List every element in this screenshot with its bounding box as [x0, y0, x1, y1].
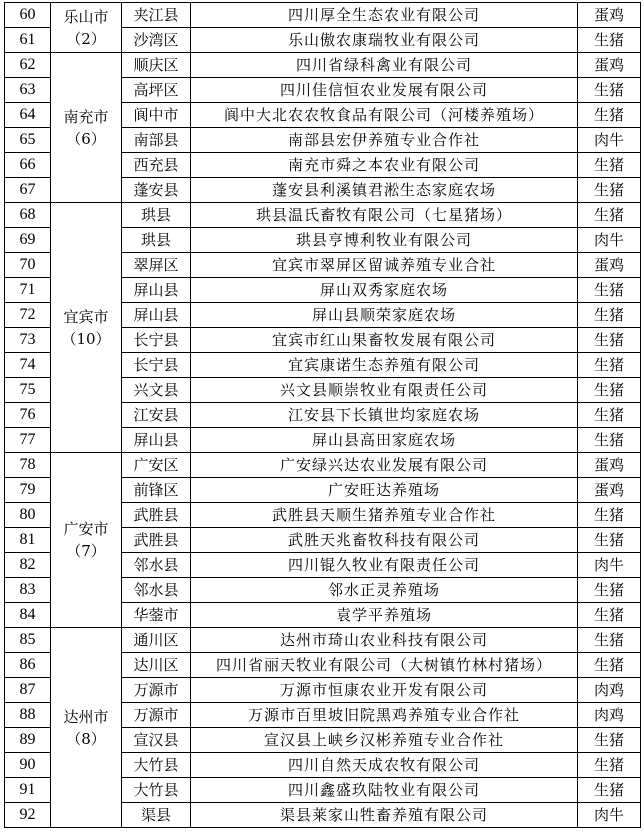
row-number-cell: 60: [5, 3, 51, 28]
district-cell: 珙县: [122, 228, 191, 253]
company-cell: 四川鑫盛玖陆牧业有限公司: [191, 778, 578, 803]
company-cell: 四川佳信恒农业发展有限公司: [191, 78, 578, 103]
company-cell: 广安旺达养殖场: [191, 478, 578, 503]
row-number-cell: 87: [5, 678, 51, 703]
row-number-cell: 67: [5, 178, 51, 203]
district-cell: 西充县: [122, 153, 191, 178]
product-cell: 生猪: [578, 728, 641, 753]
company-cell: 渠县莱家山牲畜养殖有限公司: [191, 803, 578, 828]
row-number-cell: 89: [5, 728, 51, 753]
city-count: （10）: [61, 329, 111, 348]
row-number-cell: 62: [5, 53, 51, 78]
district-cell: 沙湾区: [122, 28, 191, 53]
company-cell: 广安绿兴达农业发展有限公司: [191, 453, 578, 478]
company-cell: 四川自然天成农牧有限公司: [191, 753, 578, 778]
city-cell: [51, 3, 122, 53]
company-cell: 南充市舜之本农业有限公司: [191, 153, 578, 178]
product-cell: 肉牛: [578, 228, 641, 253]
district-cell: 武胜县: [122, 528, 191, 553]
company-cell: 兴文县顺崇牧业有限责任公司: [191, 378, 578, 403]
city-count: （7）: [66, 542, 106, 560]
district-cell: 屏山县: [122, 303, 191, 328]
product-cell: 生猪: [578, 653, 641, 678]
district-cell: 江安县: [122, 403, 191, 428]
product-cell: 蛋鸡: [578, 53, 641, 78]
product-cell: 肉牛: [578, 803, 641, 828]
product-cell: 肉鸡: [578, 703, 641, 728]
district-cell: 高坪区: [122, 78, 191, 103]
district-cell: 大竹县: [122, 753, 191, 778]
company-cell: 江安县下长镇世均家庭农场: [191, 403, 578, 428]
city-count: （2）: [66, 30, 106, 48]
product-cell: 肉牛: [578, 553, 641, 578]
product-cell: 生猪: [578, 428, 641, 453]
district-cell: 邻水县: [122, 553, 191, 578]
district-cell: 通川区: [122, 628, 191, 653]
table-row: [5, 53, 641, 78]
product-cell: 生猪: [578, 778, 641, 803]
city-cell: [51, 628, 122, 828]
product-cell: 生猪: [578, 753, 641, 778]
row-number-cell: 92: [5, 803, 51, 828]
company-cell: 武胜天兆畜牧科技有限公司: [191, 528, 578, 553]
district-cell: 武胜县: [122, 503, 191, 528]
row-number-cell: 71: [5, 278, 51, 303]
product-cell: 生猪: [578, 603, 641, 628]
city-cell: [51, 203, 122, 453]
row-number-cell: 77: [5, 428, 51, 453]
row-number-cell: 72: [5, 303, 51, 328]
table-row: [5, 628, 641, 653]
district-cell: 渠县: [122, 803, 191, 828]
product-cell: 生猪: [578, 503, 641, 528]
district-cell: 翠屏区: [122, 253, 191, 278]
district-cell: 珙县: [122, 203, 191, 228]
row-number-cell: 91: [5, 778, 51, 803]
district-cell: 前锋区: [122, 478, 191, 503]
row-number-cell: 78: [5, 453, 51, 478]
row-number-cell: 81: [5, 528, 51, 553]
row-number-cell: 90: [5, 753, 51, 778]
company-cell: 邻水正灵养殖场: [191, 578, 578, 603]
row-number-cell: 65: [5, 128, 51, 153]
row-number-cell: 63: [5, 78, 51, 103]
district-cell: 邻水县: [122, 578, 191, 603]
row-number-cell: 85: [5, 628, 51, 653]
company-cell: 南部县宏伊养殖专业合作社: [191, 128, 578, 153]
product-cell: 生猪: [578, 178, 641, 203]
district-cell: 屏山县: [122, 278, 191, 303]
product-cell: 生猪: [578, 403, 641, 428]
row-number-cell: 75: [5, 378, 51, 403]
product-cell: 肉鸡: [578, 678, 641, 703]
livestock-farm-table: [4, 2, 641, 828]
district-cell: 长宁县: [122, 328, 191, 353]
product-cell: 蛋鸡: [578, 453, 641, 478]
company-cell: 达州市琦山农业科技有限公司: [191, 628, 578, 653]
city-name: 乐山市: [63, 8, 109, 26]
company-cell: 宣汉县上峡乡汉彬养殖专业合作社: [191, 728, 578, 753]
product-cell: 生猪: [578, 278, 641, 303]
product-cell: 蛋鸡: [578, 253, 641, 278]
table-row: [5, 203, 641, 228]
row-number-cell: 88: [5, 703, 51, 728]
row-number-cell: 84: [5, 603, 51, 628]
company-cell: 屏山县高田家庭农场: [191, 428, 578, 453]
product-cell: 生猪: [578, 378, 641, 403]
company-cell: 四川厚全生态农业有限公司: [191, 3, 578, 28]
product-cell: 蛋鸡: [578, 3, 641, 28]
city-name: 广安市: [63, 520, 109, 538]
city-name: 达州市: [63, 707, 109, 726]
row-number-cell: 80: [5, 503, 51, 528]
district-cell: 达川区: [122, 653, 191, 678]
company-cell: 四川锟久牧业有限责任公司: [191, 553, 578, 578]
table-body: [5, 3, 641, 828]
row-number-cell: 70: [5, 253, 51, 278]
company-cell: 屏山双秀家庭农场: [191, 278, 578, 303]
company-cell: 蓬安县利溪镇君淞生态家庭农场: [191, 178, 578, 203]
company-cell: 四川省绿科禽业有限公司: [191, 53, 578, 78]
row-number-cell: 66: [5, 153, 51, 178]
row-number-cell: 61: [5, 28, 51, 53]
table-row: [5, 3, 641, 28]
district-cell: 宣汉县: [122, 728, 191, 753]
city-count: （8）: [66, 729, 106, 748]
company-cell: 四川省丽天牧业有限公司（大树镇竹林村猪场）: [191, 653, 578, 678]
product-cell: 生猪: [578, 153, 641, 178]
district-cell: 顺庆区: [122, 53, 191, 78]
row-number-cell: 86: [5, 653, 51, 678]
company-cell: 乐山傲农康瑞牧业有限公司: [191, 28, 578, 53]
row-number-cell: 73: [5, 328, 51, 353]
company-cell: 珙县亨博利牧业有限公司: [191, 228, 578, 253]
city-count: （6）: [66, 129, 106, 148]
row-number-cell: 69: [5, 228, 51, 253]
product-cell: 肉牛: [578, 128, 641, 153]
product-cell: 蛋鸡: [578, 478, 641, 503]
district-cell: 长宁县: [122, 353, 191, 378]
city-name: 南充市: [63, 107, 109, 126]
district-cell: 兴文县: [122, 378, 191, 403]
company-cell: 珙县温氏畜牧有限公司（七星猪场）: [191, 203, 578, 228]
company-cell: 万源市恒康农业开发有限公司: [191, 678, 578, 703]
product-cell: 生猪: [578, 28, 641, 53]
product-cell: 生猪: [578, 578, 641, 603]
company-cell: 万源市百里坡旧院黑鸡养殖专业合作社: [191, 703, 578, 728]
district-cell: 蓬安县: [122, 178, 191, 203]
district-cell: 屏山县: [122, 428, 191, 453]
product-cell: 生猪: [578, 528, 641, 553]
district-cell: 夹江县: [122, 3, 191, 28]
district-cell: 广安区: [122, 453, 191, 478]
row-number-cell: 83: [5, 578, 51, 603]
company-cell: 阆中大北农农牧食品有限公司（河楼养殖场）: [191, 103, 578, 128]
product-cell: 生猪: [578, 303, 641, 328]
company-cell: 宜宾市红山果畜牧发展有限公司: [191, 328, 578, 353]
row-number-cell: 82: [5, 553, 51, 578]
product-cell: 生猪: [578, 103, 641, 128]
row-number-cell: 76: [5, 403, 51, 428]
company-cell: 袁学平养殖场: [191, 603, 578, 628]
city-cell: [51, 53, 122, 203]
district-cell: 华蓥市: [122, 603, 191, 628]
row-number-cell: 64: [5, 103, 51, 128]
company-cell: 宜宾康诺生态养殖有限公司: [191, 353, 578, 378]
product-cell: 生猪: [578, 78, 641, 103]
row-number-cell: 74: [5, 353, 51, 378]
table-row: [5, 453, 641, 478]
company-cell: 宜宾市翠屏区留诚养殖专业合社: [191, 253, 578, 278]
product-cell: 生猪: [578, 628, 641, 653]
row-number-cell: 79: [5, 478, 51, 503]
company-cell: 武胜县天顺生猪养殖专业合作社: [191, 503, 578, 528]
product-cell: 生猪: [578, 353, 641, 378]
city-name: 宜宾市: [63, 307, 109, 326]
row-number-cell: 68: [5, 203, 51, 228]
product-cell: 生猪: [578, 203, 641, 228]
company-cell: 屏山县顺荣家庭农场: [191, 303, 578, 328]
city-cell: [51, 453, 122, 628]
product-cell: 生猪: [578, 328, 641, 353]
district-cell: 南部县: [122, 128, 191, 153]
district-cell: 万源市: [122, 703, 191, 728]
district-cell: 大竹县: [122, 778, 191, 803]
district-cell: 阆中市: [122, 103, 191, 128]
district-cell: 万源市: [122, 678, 191, 703]
